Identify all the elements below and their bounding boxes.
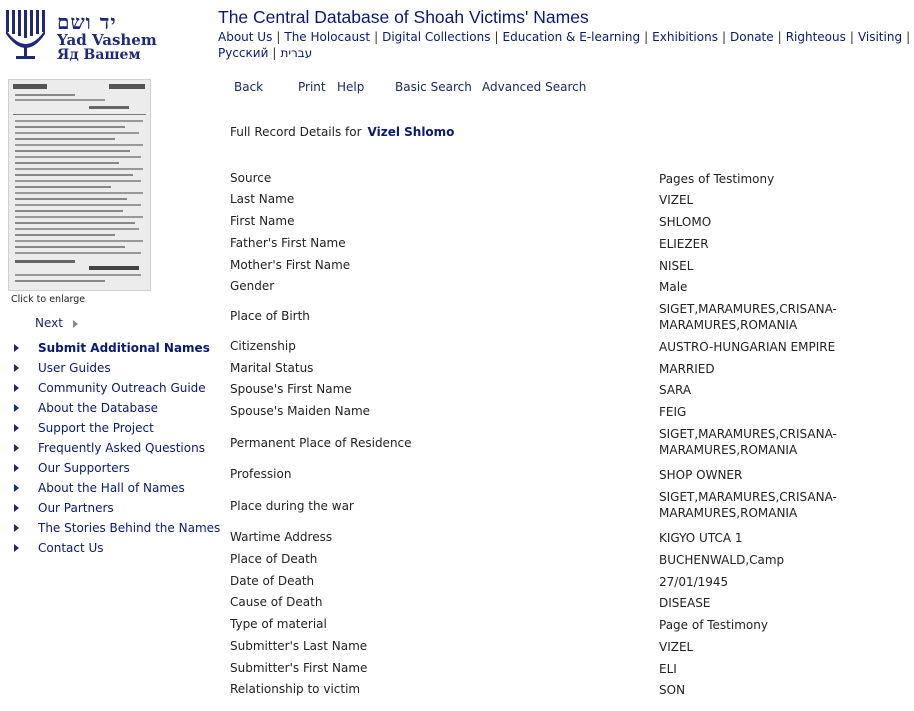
field-label: Place of Death	[230, 552, 318, 566]
field-label: Date of Death	[230, 574, 315, 588]
nav-separator: |	[272, 46, 277, 60]
side-menu-label: About the Hall of Names	[38, 481, 185, 495]
nav-russian[interactable]: Русский	[218, 46, 269, 60]
side-menu-item-faq[interactable]	[12, 440, 220, 460]
triangle-right-icon	[14, 444, 19, 452]
field-value: SIGET,MARAMURES,CRISANA-MARAMURES,ROMANIA	[659, 302, 837, 332]
side-menu-item-partners[interactable]	[12, 500, 220, 520]
field-label: Father's First Name	[230, 236, 346, 250]
side-menu-item-contact-us[interactable]	[12, 540, 220, 560]
print-button[interactable]: Print	[298, 80, 326, 94]
triangle-right-icon	[14, 544, 19, 552]
menorah-icon	[4, 6, 54, 62]
nav-exhibitions[interactable]: Exhibitions	[652, 30, 718, 44]
side-menu-label: Submit Additional Names	[38, 341, 210, 355]
nav-education[interactable]: Education & E-learning	[502, 30, 641, 44]
chevron-right-icon	[73, 320, 78, 328]
side-menu-item-community-outreach[interactable]	[12, 380, 220, 400]
side-menu-label: Our Supporters	[38, 461, 130, 475]
nav-the-holocaust[interactable]: The Holocaust	[284, 30, 371, 44]
field-value: ELI	[659, 662, 677, 676]
click-to-enlarge-caption: Click to enlarge	[11, 294, 86, 305]
field-label: First Name	[230, 214, 295, 228]
triangle-right-icon	[14, 504, 19, 512]
side-menu-label: Frequently Asked Questions	[38, 441, 205, 455]
logo-english-text: Yad Vashem	[57, 31, 157, 49]
logo-russian-text: Яд Вашем	[57, 47, 141, 63]
testimony-thumbnail[interactable]	[8, 79, 151, 291]
nav-separator: |	[374, 30, 379, 44]
triangle-right-icon	[14, 524, 19, 532]
document-image	[9, 80, 150, 290]
triangle-right-icon	[14, 344, 19, 352]
side-menu-label: About the Database	[38, 401, 159, 415]
field-value: DISEASE	[659, 596, 711, 610]
nav-separator: |	[906, 30, 911, 44]
side-menu	[12, 340, 220, 560]
field-value: SIGET,MARAMURES,CRISANA-MARAMURES,ROMANIA	[659, 427, 837, 457]
field-label: Profession	[230, 467, 292, 481]
field-label: Place during the war	[230, 499, 354, 513]
nav-about-us[interactable]: About Us	[218, 30, 273, 44]
side-menu-label: Our Partners	[38, 501, 114, 515]
nav-separator: |	[721, 30, 727, 44]
advanced-search-button[interactable]: Advanced Search	[482, 80, 587, 94]
next-button[interactable]	[35, 316, 78, 330]
nav-separator: |	[494, 30, 499, 44]
side-menu-item-user-guides[interactable]	[12, 360, 220, 380]
triangle-right-icon	[14, 484, 19, 492]
side-menu-item-stories[interactable]	[12, 520, 220, 540]
field-value: Pages of Testimony	[659, 172, 775, 186]
triangle-right-icon	[14, 364, 19, 372]
side-menu-label: Contact Us	[38, 541, 104, 555]
site-title: The Central Database of Shoah Victims' Names	[218, 7, 589, 27]
triangle-right-icon	[14, 384, 19, 392]
field-value: AUSTRO-HUNGARIAN EMPIRE	[659, 340, 836, 354]
field-value: SHOP OWNER	[659, 468, 743, 482]
field-label: Mother's First Name	[230, 258, 351, 272]
field-label: Relationship to victim	[230, 682, 361, 696]
record-heading-prefix: Full Record Details for	[230, 125, 362, 139]
field-value: BUCHENWALD,Camp	[659, 553, 785, 567]
triangle-right-icon	[14, 464, 19, 472]
field-label: Source	[230, 171, 272, 185]
field-label: Cause of Death	[230, 595, 323, 609]
field-label: Type of material	[230, 617, 327, 631]
triangle-right-icon	[14, 424, 19, 432]
nav-separator: |	[777, 30, 782, 44]
field-value: VIZEL	[659, 193, 694, 207]
field-value: SHLOMO	[659, 215, 712, 229]
field-value: ELIEZER	[659, 237, 709, 251]
nav-separator: |	[849, 30, 854, 44]
nav-donate[interactable]: Donate	[730, 30, 774, 44]
yad-vashem-logo[interactable]	[4, 6, 209, 68]
field-label: Permanent Place of Residence	[230, 436, 412, 450]
field-label: Marital Status	[230, 361, 314, 375]
nav-righteous[interactable]: Righteous	[785, 30, 846, 44]
field-value: 27/01/1945	[659, 575, 729, 589]
side-menu-label: The Stories Behind the Names	[38, 521, 221, 535]
field-label: Wartime Address	[230, 530, 333, 544]
side-menu-item-about-database[interactable]	[12, 400, 220, 420]
side-menu-item-submit-names[interactable]	[12, 340, 220, 360]
nav-hebrew[interactable]: עברית	[280, 46, 313, 60]
field-label: Submitter's First Name	[230, 661, 368, 675]
field-value: VIZEL	[659, 640, 694, 654]
nav-digital-collections[interactable]: Digital Collections	[382, 30, 491, 44]
nav-separator: |	[644, 30, 649, 44]
field-value: Male	[659, 280, 688, 294]
next-label: Next	[35, 316, 63, 330]
logo-hebrew-text: יד ושם	[57, 10, 117, 34]
field-label: Citizenship	[230, 339, 296, 353]
back-button[interactable]: Back	[234, 80, 264, 94]
side-menu-item-support-project[interactable]	[12, 420, 220, 440]
record-heading	[230, 125, 454, 139]
field-value: SARA	[659, 383, 692, 397]
basic-search-button[interactable]: Basic Search	[395, 80, 472, 94]
side-menu-item-supporters[interactable]	[12, 460, 220, 480]
field-value: SON	[659, 683, 686, 697]
field-value: FEIG	[659, 405, 687, 419]
nav-separator: |	[276, 30, 281, 44]
side-menu-label: User Guides	[38, 361, 111, 375]
top-navigation	[218, 29, 911, 61]
field-label: Gender	[230, 279, 275, 293]
field-value: SIGET,MARAMURES,CRISANA-MARAMURES,ROMANIA	[659, 490, 837, 520]
field-value: MARRIED	[659, 362, 715, 376]
field-label: Spouse's Maiden Name	[230, 404, 371, 418]
side-menu-item-hall-of-names[interactable]	[12, 480, 220, 500]
side-menu-label: Community Outreach Guide	[38, 381, 206, 395]
field-label: Submitter's Last Name	[230, 639, 368, 653]
field-value: NISEL	[659, 259, 694, 273]
side-menu-label: Support the Project	[38, 421, 154, 435]
help-button[interactable]: Help	[337, 80, 365, 94]
triangle-right-icon	[14, 404, 19, 412]
record-victim-name: Vizel Shlomo	[367, 125, 455, 139]
field-value: Page of Testimony	[659, 618, 768, 632]
field-label: Last Name	[230, 192, 295, 206]
field-value: KIGYO UTCA 1	[659, 531, 743, 545]
nav-visiting[interactable]: Visiting	[857, 30, 903, 44]
field-label: Place of Birth	[230, 309, 310, 323]
field-label: Spouse's First Name	[230, 382, 352, 396]
